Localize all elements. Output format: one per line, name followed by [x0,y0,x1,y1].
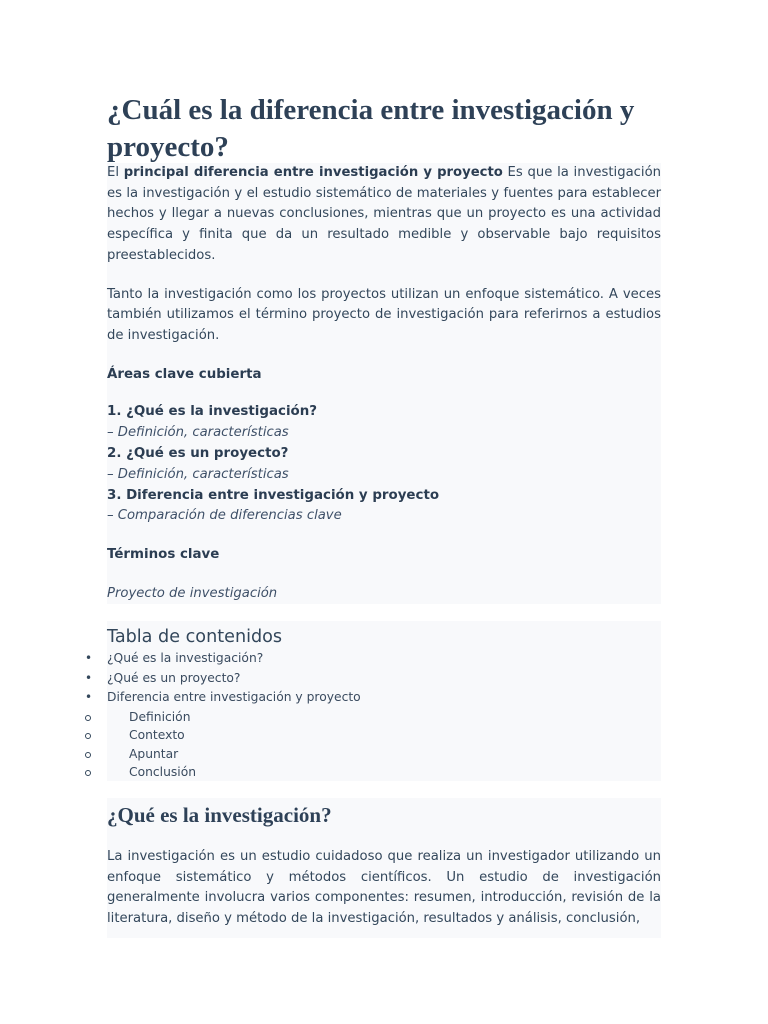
intro-paragraph [107,163,661,267]
key-area-title: 1. ¿Qué es la investigación? [107,404,318,420]
bullet-icon: • [85,690,93,704]
toc-subitem-label[interactable]: Apuntar [129,746,179,761]
circle-bullet-icon [85,715,91,721]
section-title: ¿Qué es la investigación? [107,803,332,827]
toc-item[interactable] [85,649,661,669]
key-area-title: 3. Diferencia entre investigación y proyecto [107,487,440,503]
toc-item-label[interactable]: ¿Qué es la investigación? [107,651,264,665]
intro-rest: Es que la investigación es la investigación y el estudio sistemático de materiales y fuentes para establecer hechos y llegar a nuevas conclusiones, mientras que un proyecto es una actividad específica y finita que da un resultado medible y observable bajo requisitos preestablecidos. [107,165,661,263]
key-term: Proyecto de investigación [107,585,278,601]
key-area-title: 2. ¿Qué es un proyecto? [107,445,289,461]
intro-bold-phrase: principal diferencia entre investigación y proyecto [123,165,503,180]
toc-subitem-label[interactable]: Definición [129,709,191,724]
toc-subitem[interactable] [107,763,661,782]
toc-subitem[interactable] [107,708,661,727]
key-area-subtitle: – Definición, características [107,425,289,441]
toc-subitem[interactable] [107,726,661,745]
toc-title: Tabla de contenidos [107,627,283,647]
table-of-contents [85,621,661,781]
key-areas-list [107,402,661,527]
article-title: ¿Cuál es la diferencia entre investigación y proyecto? [107,94,635,163]
section-paragraph: La investigación es un estudio cuidadoso que realiza un investigador utilizando un enfoque sistemático y métodos científicos. Un estudio de investigación generalmente involucra varios componentes: resumen, introducción, revisión de la literatura, diseño y método de la investigación, resultados y análisis, conclusión, [107,849,661,927]
bullet-icon: • [85,651,93,665]
circle-bullet-icon [85,752,91,758]
toc-subitem-label[interactable]: Contexto [129,728,185,743]
toc-item[interactable] [85,669,661,689]
key-areas-heading: Áreas clave cubierta [107,366,262,382]
key-area-subtitle: – Comparación de diferencias clave [107,508,342,524]
intro-prefix: El [107,165,124,180]
bullet-icon: • [85,670,93,685]
second-paragraph: Tanto la investigación como los proyectos utilizan un enfoque sistemático. A veces también utilizamos el término proyecto de investigación para referirnos a estudios de investigación. [107,286,661,343]
toc-item[interactable] [85,688,661,708]
toc-subitem-label[interactable]: Conclusión [129,765,197,780]
toc-list [85,649,661,782]
section-que-es-investigacion [107,798,661,938]
key-terms-heading: Términos clave [107,547,220,563]
circle-bullet-icon [85,733,91,739]
key-area-subtitle: – Definición, características [107,466,289,482]
toc-subitem[interactable] [107,745,661,764]
toc-item-label[interactable]: ¿Qué es un proyecto? [107,670,241,685]
article-body [107,163,661,604]
toc-item-label[interactable]: Diferencia entre investigación y proyecto [107,690,361,704]
circle-bullet-icon [85,770,91,776]
